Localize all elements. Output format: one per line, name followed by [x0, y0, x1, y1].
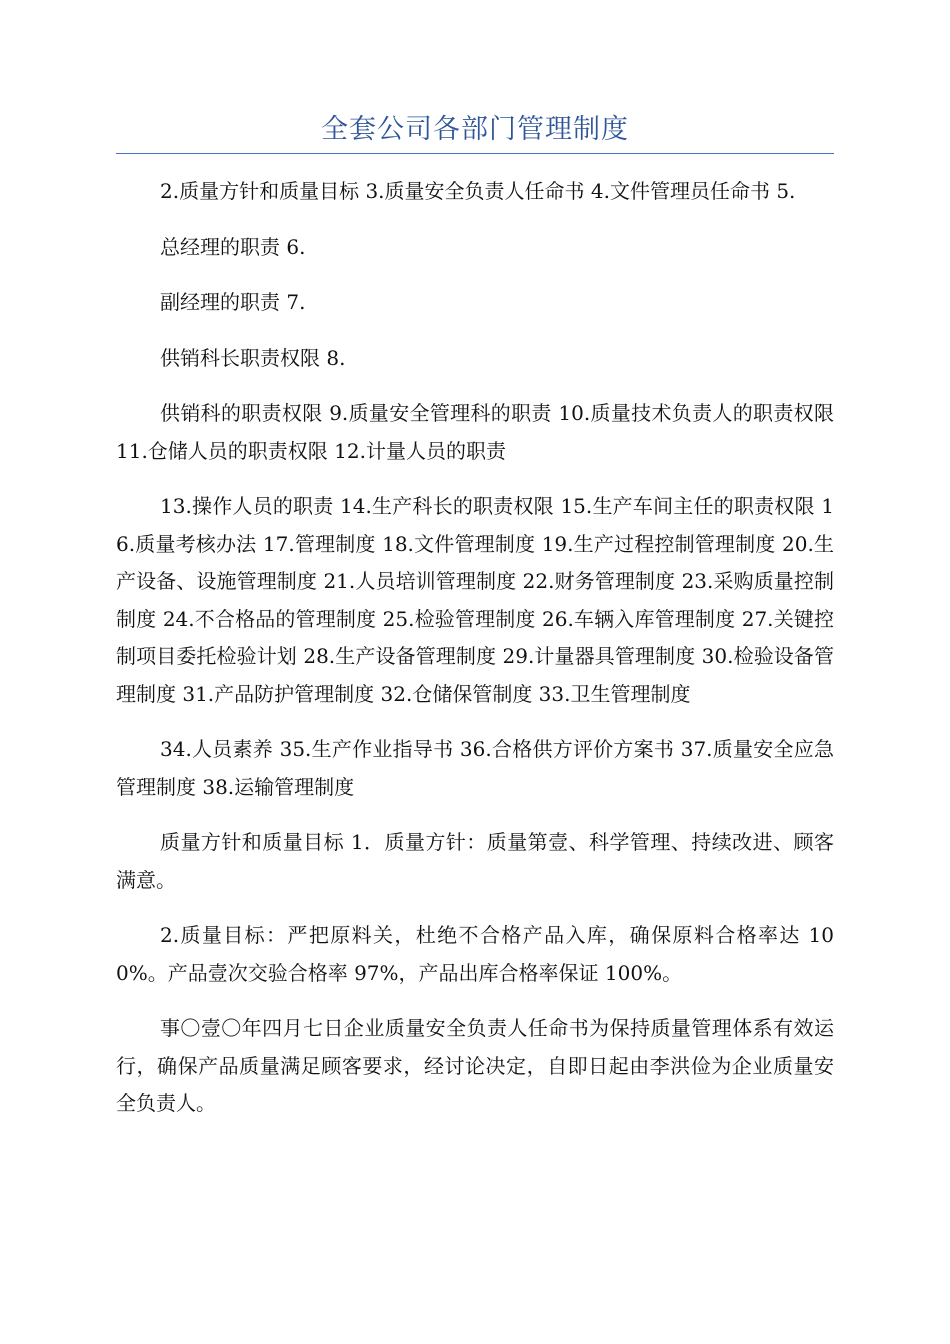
- document-title: 全套公司各部门管理制度: [321, 114, 629, 145]
- paragraph: 2.质量目标：严把原料关，杜绝不合格产品入库，确保原料合格率达 100%。产品壹次交验合格率 97%，产品出库合格率保证 100%。: [116, 923, 834, 985]
- paragraph: 总经理的职责 6.: [160, 234, 306, 259]
- paragraph: 13.操作人员的职责 14.生产科长的职责权限 15.生产车间主任的职责权限 16.质量考核办法 17.管理制度 18.文件管理制度 19.生产过程控制管理制度 20.生产设备、设施管理制度 21.人员培训管理制度 22.财务管理制度 23.采购质量控制制度 24.不合格品的管理制度 25.检验管理制度 26.车辆入库管理制度 27.关键控制项目委托检验计划 28.生产设备管理制度 29.计量器具管理制度 30.检验设备管理制度 31.产品防护管理制度 32.仓储保管制度 33.卫生管理制度: [116, 494, 834, 706]
- paragraph: 2.质量方针和质量目标 3.质量安全负责人任命书 4.文件管理员任命书 5.: [160, 179, 796, 203]
- paragraph: 质量方针和质量目标 1．质量方针：质量第壹、科学管理、持续改进、顾客满意。: [116, 830, 834, 892]
- document-body: [116, 173, 834, 1141]
- paragraph: 34.人员素养 35.生产作业指导书 36.合格供方评价方案书 37.质量安全应急管理制度 38.运输管理制度: [116, 737, 834, 799]
- paragraph: 供销科的职责权限 9.质量安全管理科的职责 10.质量技术负责人的职责权限 11.仓储人员的职责权限 12.计量人员的职责: [116, 401, 834, 463]
- paragraph: 副经理的职责 7.: [160, 290, 306, 314]
- paragraph: 事〇壹〇年四月七日企业质量安全负责人任命书为保持质量管理体系有效运行，确保产品质量满足顾客要求，经讨论决定，自即日起由李洪俭为企业质量安全负责人。: [116, 1016, 834, 1115]
- paragraph: 供销科长职责权限 8.: [160, 345, 346, 370]
- title-underline: [116, 153, 834, 154]
